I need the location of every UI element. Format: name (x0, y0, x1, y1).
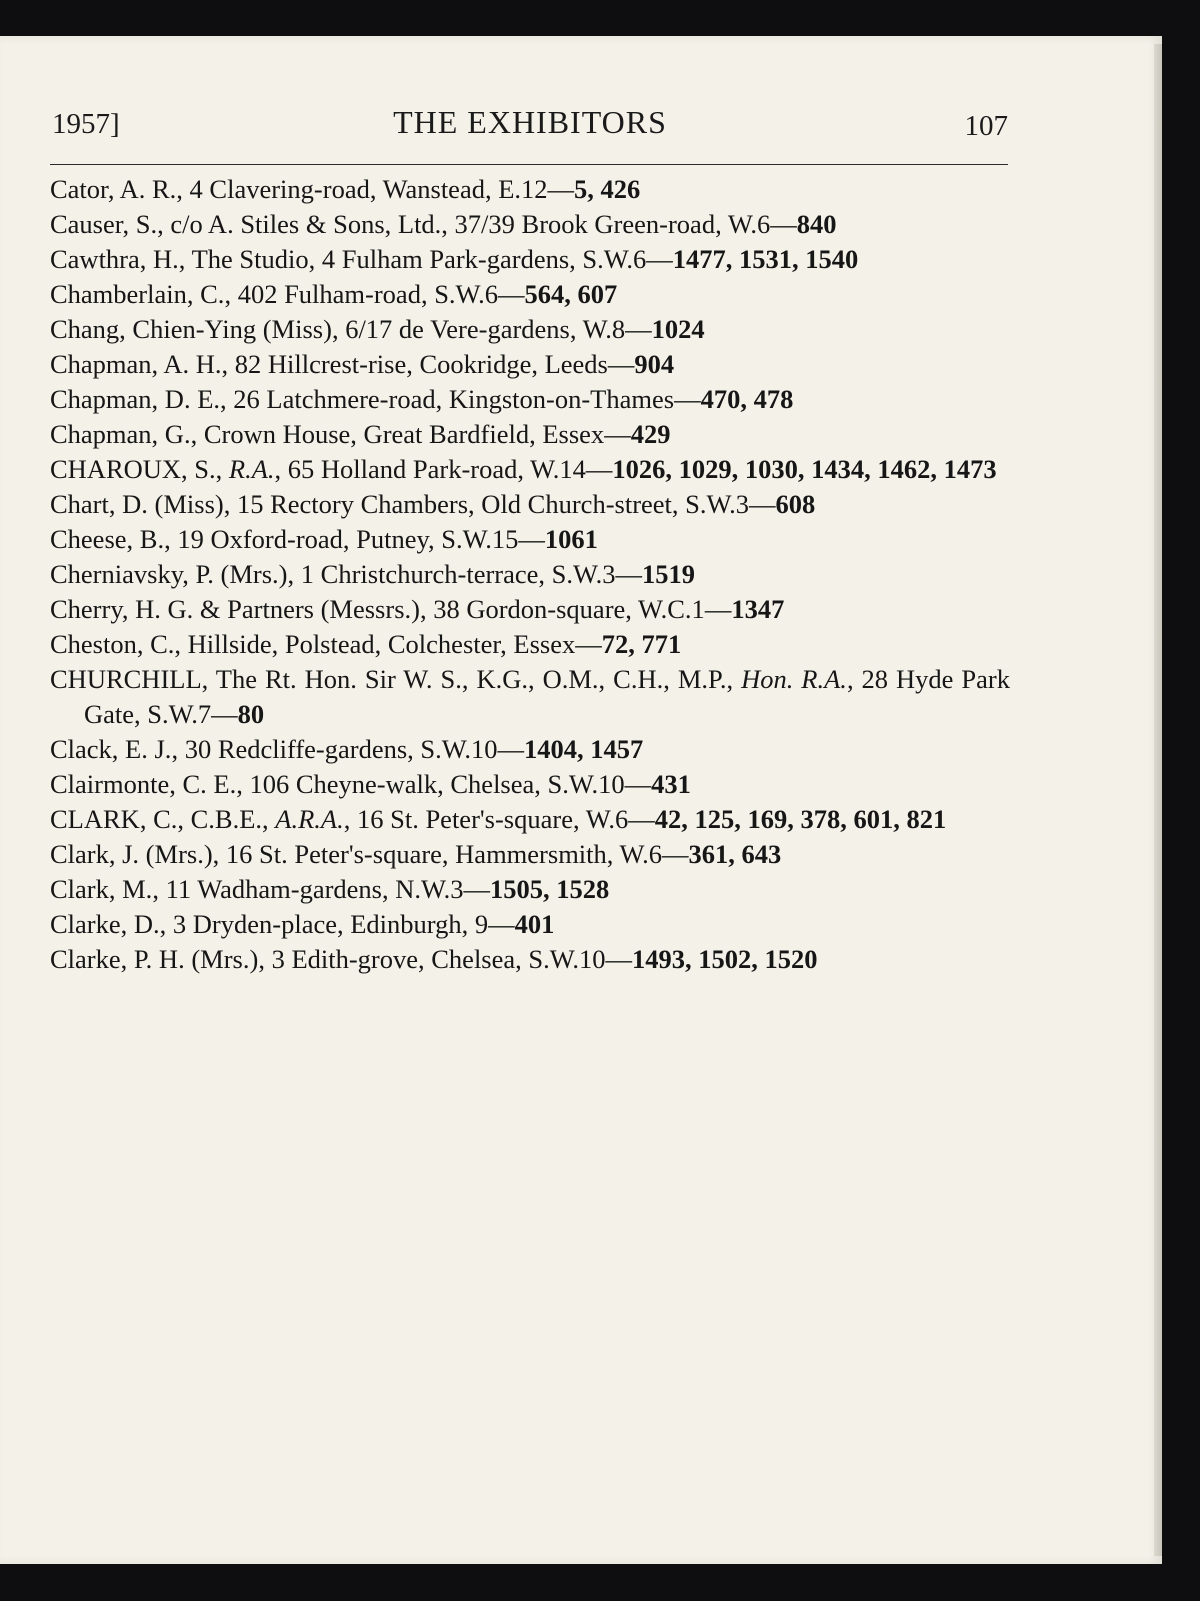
exhibitor-address: , 6/17 de Vere-gardens, W.8 (331, 314, 626, 344)
exhibitor-address: , The Studio, 4 Fulham Park-gardens, S.W.6 (178, 244, 647, 274)
exhibitor-address: , 106 Cheyne-walk, Chelsea, S.W.10 (236, 769, 625, 799)
exhibitor-entry (50, 382, 1010, 417)
exhibit-numbers: 1477, 1531, 1540 (672, 244, 859, 274)
exhibit-numbers: 42, 125, 169, 378, 601, 821 (654, 804, 947, 834)
exhibitor-entry (50, 242, 1010, 277)
exhibit-numbers: 1347 (731, 594, 785, 624)
running-header (52, 104, 1008, 144)
exhibitor-address: , 1 Christchurch-terrace, S.W.3 (287, 559, 616, 589)
exhibitor-address: , 15 Rectory Chambers, Old Church-street, S.W.3 (223, 489, 749, 519)
dash-separator: — (498, 279, 525, 309)
exhibitor-entry (50, 767, 1010, 802)
exhibitor-entry (50, 907, 1010, 942)
exhibitor-address: , 19 Oxford-road, Putney, S.W.15 (164, 524, 519, 554)
dash-separator: — (585, 454, 613, 484)
exhibitor-name: Chapman, G. (50, 419, 191, 449)
dash-separator: — (488, 909, 515, 939)
exhibitor-honour: R.A. (228, 454, 275, 484)
header-year: 1957] (52, 108, 120, 140)
exhibit-numbers: 1493, 1502, 1520 (631, 944, 818, 974)
exhibitor-name: Chart, D. (Miss) (50, 489, 224, 519)
page-number: 107 (964, 110, 1008, 142)
exhibitor-entry (50, 522, 1010, 557)
exhibitor-address: , 26 Latchmere-road, Kingston-on-Thames (220, 384, 675, 414)
exhibitor-name: Cheston, C. (50, 629, 175, 659)
exhibit-numbers: 1404, 1457 (523, 734, 644, 764)
exhibitor-address: , 82 Hillcrest-rise, Cookridge, Leeds (221, 349, 608, 379)
exhibit-numbers: 401 (514, 909, 555, 939)
dash-separator: — (211, 699, 238, 729)
exhibitor-name: CHAROUX, S., (50, 454, 229, 484)
dash-separator: — (770, 209, 797, 239)
dash-separator: — (628, 804, 655, 834)
exhibitor-entry (50, 347, 1010, 382)
exhibit-numbers: 840 (796, 209, 837, 239)
exhibitor-list (50, 172, 1010, 977)
exhibitor-entry (50, 802, 1010, 837)
dash-separator: — (463, 874, 490, 904)
exhibit-numbers: 1026, 1029, 1030, 1434, 1462, 1473 (612, 454, 997, 484)
exhibitor-name: Chapman, D. E. (50, 384, 221, 414)
header-rule (50, 164, 1008, 165)
exhibit-numbers: 431 (651, 769, 691, 799)
header-title: THE EXHIBITORS (393, 104, 667, 140)
exhibitor-address: , 30 Redcliffe-gardens, S.W.10 (171, 734, 498, 764)
exhibit-numbers: 904 (634, 349, 675, 379)
exhibitor-entry (50, 627, 1010, 662)
exhibitor-entry (50, 837, 1010, 872)
page-edge (1154, 44, 1162, 1556)
dash-separator: — (615, 559, 642, 589)
dash-separator: — (605, 944, 632, 974)
exhibitor-entry (50, 662, 1010, 732)
exhibitor-entry (50, 452, 1010, 487)
exhibitor-name: Clairmonte, C. E. (50, 769, 237, 799)
exhibitor-entry (50, 172, 1010, 207)
exhibitor-name: Chang, Chien-Ying (Miss) (50, 314, 332, 344)
exhibit-numbers: 1024 (651, 314, 705, 344)
dash-separator: — (662, 839, 689, 869)
exhibit-numbers: 564, 607 (524, 279, 618, 309)
exhibitor-entry (50, 277, 1010, 312)
exhibit-numbers: 361, 643 (688, 839, 782, 869)
exhibitor-entry (50, 942, 1010, 977)
exhibitor-entry (50, 732, 1010, 767)
exhibitor-address: , Crown House, Great Bardfield, Essex (190, 419, 605, 449)
exhibitor-entry (50, 592, 1010, 627)
exhibitor-address: , 65 Holland Park-road, W.14 (274, 454, 586, 484)
dash-separator: — (497, 734, 524, 764)
dash-separator: — (575, 629, 602, 659)
exhibitor-name: Clark, J. (Mrs.) (50, 839, 213, 869)
exhibit-numbers: 72, 771 (601, 629, 682, 659)
exhibitor-name: Clarke, P. H. (Mrs.) (50, 944, 259, 974)
exhibit-numbers: 470, 478 (700, 384, 794, 414)
exhibitor-entry (50, 207, 1010, 242)
exhibitor-address: , c/o A. Stiles & Sons, Ltd., 37/39 Brook Green-road, W.6 (157, 209, 771, 239)
exhibitor-address: , 402 Fulham-road, S.W.6 (224, 279, 499, 309)
exhibit-numbers: 429 (630, 419, 671, 449)
exhibit-numbers: 5, 426 (574, 174, 641, 204)
exhibit-numbers: 1061 (544, 524, 598, 554)
exhibitor-address: , 16 St. Peter's-square, W.6 (343, 804, 629, 834)
dash-separator: — (624, 769, 652, 799)
exhibit-numbers: 608 (775, 489, 816, 519)
dash-separator: — (748, 489, 776, 519)
exhibitor-name: Cheese, B. (50, 524, 165, 554)
exhibitor-address: , 3 Edith-grove, Chelsea, S.W.10 (258, 944, 606, 974)
exhibitor-entry (50, 487, 1010, 522)
dash-separator: — (625, 314, 652, 344)
exhibit-numbers: 1505, 1528 (489, 874, 610, 904)
exhibitor-address: , 4 Clavering-road, Wanstead, E.12 (176, 174, 548, 204)
dash-separator: — (547, 174, 575, 204)
exhibitor-honour: Hon. R.A. (741, 664, 847, 694)
exhibitor-address: , 16 St. Peter's-square, Hammersmith, W.6 (212, 839, 663, 869)
exhibitor-entry (50, 312, 1010, 347)
exhibitor-name: Clark, M. (50, 874, 153, 904)
exhibitor-address: , 28 Hyde Park Gate, S.W.7 (84, 664, 1010, 729)
dash-separator: — (607, 349, 635, 379)
dash-separator: — (604, 419, 631, 449)
exhibitor-address: , 38 Gordon-square, W.C.1 (419, 594, 705, 624)
dash-separator: — (646, 244, 673, 274)
exhibitor-address: , Hillside, Polstead, Colchester, Essex (174, 629, 576, 659)
exhibitor-name: Cator, A. R. (50, 174, 177, 204)
dash-separator: — (518, 524, 545, 554)
dash-separator: — (674, 384, 701, 414)
exhibitor-honour: A.R.A. (275, 804, 344, 834)
exhibitor-name: Chamberlain, C. (50, 279, 225, 309)
exhibitor-entry (50, 557, 1010, 592)
exhibitor-name: Cawthra, H. (50, 244, 179, 274)
exhibitor-entry (50, 872, 1010, 907)
exhibitor-name: Cherry, H. G. & Partners (Messrs.) (50, 594, 420, 624)
exhibitor-name: Chapman, A. H. (50, 349, 222, 379)
exhibitor-entry (50, 417, 1010, 452)
exhibit-numbers: 1519 (641, 559, 695, 589)
exhibitor-address: , 3 Dryden-place, Edinburgh, 9 (159, 909, 489, 939)
exhibitor-name: Cherniavsky, P. (Mrs.) (50, 559, 288, 589)
book-page (0, 36, 1162, 1564)
exhibitor-name: Clarke, D. (50, 909, 160, 939)
exhibitor-address: , 11 Wadham-gardens, N.W.3 (152, 874, 464, 904)
exhibit-numbers: 80 (237, 699, 265, 729)
exhibitor-name: CLARK, C., C.B.E., (50, 804, 276, 834)
dash-separator: — (704, 594, 732, 624)
exhibitor-name: Causer, S. (50, 209, 158, 239)
exhibitor-name: CHURCHILL, The Rt. Hon. Sir W. S., K.G., O.M., C.H., M.P., (50, 664, 742, 694)
exhibitor-name: Clack, E. J. (50, 734, 172, 764)
